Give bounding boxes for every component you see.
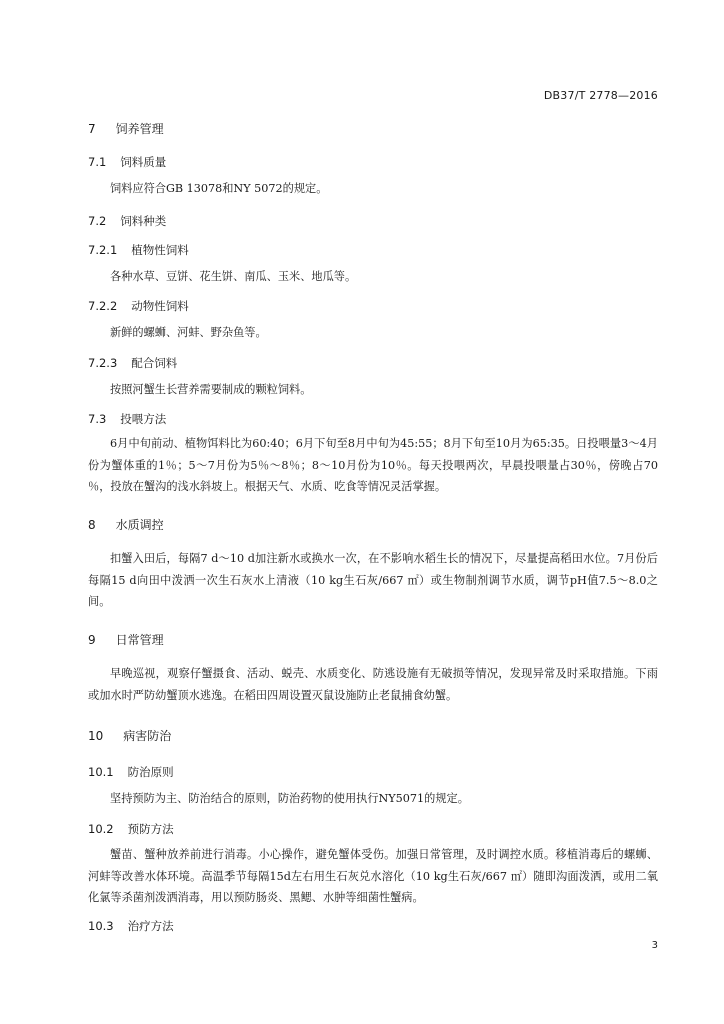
section-title: 水质调控 <box>115 518 164 532</box>
section-number: 7.2.1 <box>88 243 118 257</box>
section-number: 7.3 <box>88 412 107 426</box>
section-7-2-2-heading <box>88 298 189 314</box>
section-7-3-heading <box>88 411 166 427</box>
section-7-2-3-text: 按照河蟹生长营养需要制成的颗粒饲料。 <box>110 383 312 396</box>
section-number: 10.3 <box>88 919 114 933</box>
section-number: 7.2.2 <box>88 299 118 313</box>
page-number: 3 <box>651 940 658 951</box>
section-8-text: 扣蟹入田后，每隔7 d～10 d加注新水或换水一次，在不影响水稻生长的情况下，尽量提高稻田水位。7月份后每隔15 d向田中泼洒一次生石灰水上清液（10 kg生石灰/667 ㎡）或生物制剂调节水质，调节pH值7.5～8.0之间。 <box>88 552 658 608</box>
section-10-3-heading <box>88 918 174 934</box>
section-number: 10.1 <box>88 765 114 779</box>
document-code: DB37/T 2778—2016 <box>543 89 658 102</box>
section-7-2-1-text: 各种水草、豆饼、花生饼、南瓜、玉米、地瓜等。 <box>110 270 357 283</box>
section-number: 8 <box>88 518 96 532</box>
section-title: 日常管理 <box>115 633 164 647</box>
section-10-2-heading <box>88 821 174 837</box>
section-7-heading <box>88 120 164 137</box>
section-title: 饲料种类 <box>120 214 167 228</box>
section-9-text: 早晚巡视，观察仔蟹摄食、活动、蜕壳、水质变化、防逃设施有无破损等情况，发现异常及时采取措施。下雨或加水时严防幼蟹顶水逃逸。在稻田四周设置灭鼠设施防止老鼠捕食幼蟹。 <box>88 667 658 702</box>
section-10-1-heading <box>88 764 174 780</box>
section-title: 植物性饲料 <box>131 243 189 257</box>
section-title: 配合饲料 <box>131 356 178 370</box>
section-9-heading <box>88 631 164 648</box>
section-title: 防治原则 <box>127 765 174 779</box>
section-10-heading <box>88 727 171 744</box>
section-number: 9 <box>88 633 96 647</box>
section-title: 饲料质量 <box>120 155 167 169</box>
section-7-1-heading <box>88 154 166 170</box>
section-7-2-3-heading <box>88 355 177 371</box>
section-10-2-text: 蟹苗、蟹种放养前进行消毒。小心操作，避免蟹体受伤。加强日常管理，及时调控水质。移植消毒后的螺蛳、河蚌等改善水体环境。高温季节每隔15d左右用生石灰兑水溶化（10 kg生石灰/667 ㎡）随即沟面泼洒，或用二氧化氯等杀菌剂泼洒消毒，用以预防肠炎、黑鳃、水肿等细菌性蟹病。 <box>88 848 658 904</box>
section-number: 7.1 <box>88 155 107 169</box>
section-number: 10.2 <box>88 822 114 836</box>
section-title: 预防方法 <box>127 822 174 836</box>
section-title: 饲养管理 <box>115 122 164 136</box>
section-7-1-text: 饲料应符合GB 13078和NY 5072的规定。 <box>110 182 328 195</box>
section-number: 10 <box>88 729 104 743</box>
section-title: 投喂方法 <box>120 412 167 426</box>
section-number: 7 <box>88 122 96 136</box>
section-7-2-2-text: 新鲜的螺蛳、河蚌、野杂鱼等。 <box>110 326 267 339</box>
section-title: 动物性饲料 <box>131 299 189 313</box>
section-7-2-heading <box>88 213 166 229</box>
section-7-2-1-heading <box>88 242 189 258</box>
section-10-1-text: 坚持预防为主、防治结合的原则，防治药物的使用执行NY5071的规定。 <box>110 792 469 805</box>
section-number: 7.2.3 <box>88 356 118 370</box>
section-number: 7.2 <box>88 214 107 228</box>
section-title: 治疗方法 <box>127 919 174 933</box>
section-title: 病害防治 <box>123 729 172 743</box>
section-8-heading <box>88 516 164 533</box>
section-7-3-text: 6月中旬前动、植物饵料比为60:40；6月下旬至8月中旬为45:55；8月下旬至10月为65:35。日投喂量3～4月份为蟹体重的1％；5～7月份为5％～8％；8～10月份为10％。每天投喂两次，早晨投喂量占30％，傍晚占70 ％，投放在蟹沟的浅水斜坡上。根据天气、水质、吃食等情况灵活掌握。 <box>88 437 658 493</box>
